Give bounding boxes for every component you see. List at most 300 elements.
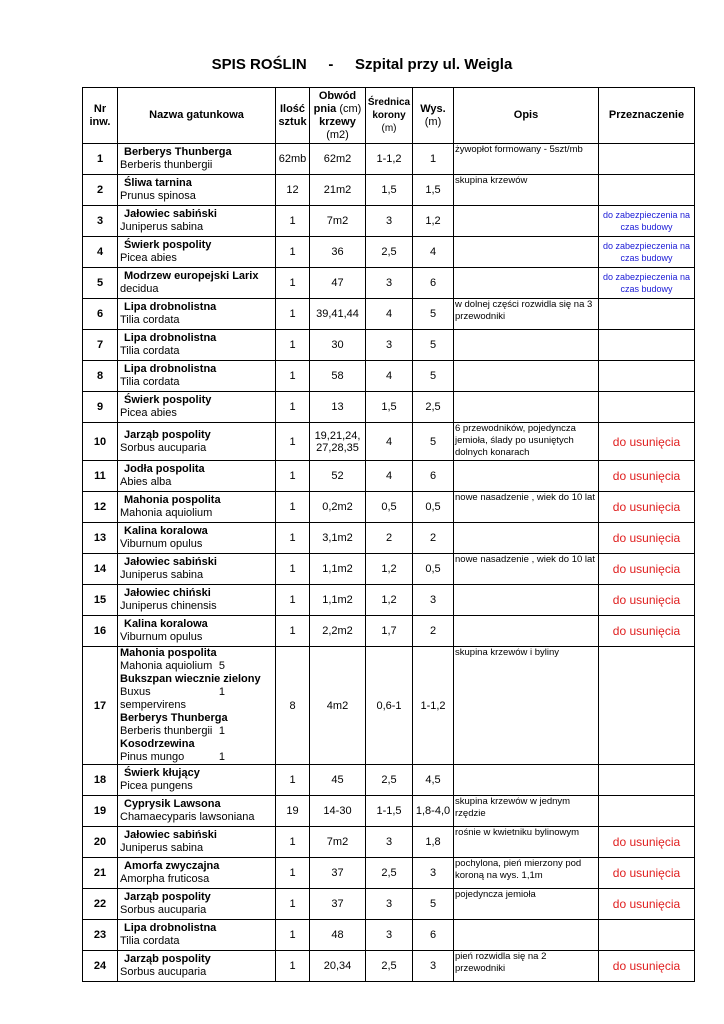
status-note: do usunięcia (612, 624, 681, 638)
table-row (83, 554, 695, 585)
cell-obwod: 19,21,24, 27,28,35 (310, 423, 366, 461)
cell-opis: pochylona, pień mierzony pod koroną na wys. 1,1m (454, 858, 599, 889)
cell-obwod: 37 (310, 858, 366, 889)
cell-opis: skupina krzewów (454, 175, 599, 206)
cell-srednica: 2,5 (366, 237, 413, 268)
cell-opis (454, 237, 599, 268)
cell-przeznaczenie (599, 330, 695, 361)
cell-srednica: 1,2 (366, 554, 413, 585)
table-row (83, 330, 695, 361)
cell-ilosc: 1 (276, 237, 310, 268)
cell-przeznaczenie (599, 492, 695, 523)
species-name-lat: Sorbus aucuparia (120, 966, 207, 978)
cell-obwod: 7m2 (310, 827, 366, 858)
species-name-lat: Juniperus sabina (120, 221, 204, 233)
header-ilosc: Ilość sztuk (276, 88, 310, 144)
mixed-qty-1: 5 (218, 660, 225, 672)
cell-srednica: 1,5 (366, 175, 413, 206)
cell-wys: 3 (413, 858, 454, 889)
cell-opis (454, 920, 599, 951)
cell-opis (454, 585, 599, 616)
cell-wys: 1 (413, 144, 454, 175)
cell-obwod: 3,1m2 (310, 523, 366, 554)
status-note: do usunięcia (612, 531, 681, 545)
cell-obwod: 1,1m2 (310, 554, 366, 585)
header-wys-a: Wys. (420, 102, 446, 115)
cell-srednica: 2,5 (366, 858, 413, 889)
table-row (83, 647, 695, 765)
species-name-lat: Juniperus sabina (120, 569, 204, 581)
species-name-pl: Jarząb pospolity (124, 953, 211, 965)
title-separator: - (328, 56, 334, 73)
cell-nazwa (118, 920, 276, 951)
species-name-pl: Jarząb pospolity (124, 891, 211, 903)
cell-obwod: 52 (310, 461, 366, 492)
species-name-pl: Jałowiec sabiński (124, 556, 217, 568)
cell-nr: 11 (83, 461, 118, 492)
cell-nr: 15 (83, 585, 118, 616)
species-name-lat: Abies alba (120, 476, 172, 488)
cell-srednica: 1-1,2 (366, 144, 413, 175)
title-main: SPIS ROŚLIN (211, 56, 307, 73)
cell-obwod: 45 (310, 765, 366, 796)
cell-opis: skupina krzewów i byliny (454, 647, 599, 765)
cell-opis (454, 268, 599, 299)
cell-ilosc: 1 (276, 554, 310, 585)
table-row (83, 237, 695, 268)
cell-wys: 5 (413, 423, 454, 461)
mixed-group (120, 647, 275, 764)
cell-przeznaczenie (599, 616, 695, 647)
plant-inventory-table (82, 87, 695, 982)
status-note: do usunięcia (612, 434, 681, 449)
cell-nazwa (118, 461, 276, 492)
mixed-lat-3: Berberis thunbergii (120, 725, 213, 737)
species-name-lat: Tilia cordata (120, 314, 180, 326)
cell-wys: 5 (413, 299, 454, 330)
cell-nazwa (118, 858, 276, 889)
cell-nr: 12 (83, 492, 118, 523)
cell-ilosc: 1 (276, 827, 310, 858)
mixed-lat-4: Pinus mungo (120, 751, 185, 763)
cell-ilosc: 1 (276, 492, 310, 523)
cell-srednica: 3 (366, 827, 413, 858)
cell-obwod: 20,34 (310, 951, 366, 982)
table-row (83, 951, 695, 982)
cell-obwod: 1,1m2 (310, 585, 366, 616)
species-name-lat: Sorbus aucuparia (120, 904, 207, 916)
status-note: do usunięcia (612, 866, 681, 880)
cell-nazwa (118, 175, 276, 206)
status-note: do usunięcia (612, 562, 681, 576)
mixed-pl-4: Kosodrzewina (120, 738, 195, 750)
species-name-lat: Tilia cordata (120, 376, 180, 388)
table-row (83, 585, 695, 616)
table-row (83, 523, 695, 554)
cell-nazwa (118, 585, 276, 616)
cell-przeznaczenie (599, 858, 695, 889)
cell-przeznaczenie (599, 268, 695, 299)
status-note: do usunięcia (612, 593, 681, 607)
cell-nr: 10 (83, 423, 118, 461)
cell-nazwa (118, 237, 276, 268)
table-row (83, 392, 695, 423)
table-row (83, 889, 695, 920)
cell-nr: 3 (83, 206, 118, 237)
cell-srednica: 1,7 (366, 616, 413, 647)
cell-ilosc: 19 (276, 796, 310, 827)
cell-wys: 5 (413, 330, 454, 361)
cell-opis: skupina krzewów w jednym rzędzie (454, 796, 599, 827)
header-srednica-b: (m) (381, 123, 397, 134)
status-note: do usunięcia (612, 897, 681, 911)
cell-srednica: 1,2 (366, 585, 413, 616)
cell-obwod: 21m2 (310, 175, 366, 206)
status-note: do zabezpieczenia na czas budowy (602, 210, 691, 232)
cell-wys: 2 (413, 616, 454, 647)
cell-przeznaczenie (599, 361, 695, 392)
status-note: do usunięcia (612, 835, 681, 849)
status-note: do zabezpieczenia na czas budowy (602, 241, 691, 263)
table-row (83, 920, 695, 951)
cell-wys: 2,5 (413, 392, 454, 423)
species-name-pl: Jodła pospolita (124, 463, 205, 475)
cell-wys: 5 (413, 889, 454, 920)
cell-obwod: 39,41,44 (310, 299, 366, 330)
cell-srednica: 3 (366, 889, 413, 920)
cell-przeznaczenie (599, 920, 695, 951)
species-name-pl: Amorfa zwyczajna (124, 860, 220, 872)
cell-obwod: 48 (310, 920, 366, 951)
header-obwod (310, 88, 366, 144)
species-name-lat: Picea abies (120, 407, 177, 419)
cell-opis: nowe nasadzenie , wiek do 10 lat (454, 554, 599, 585)
cell-nr: 5 (83, 268, 118, 299)
species-name-pl: Kalina koralowa (124, 618, 208, 630)
species-name-lat: Picea pungens (120, 780, 193, 792)
cell-przeznaczenie (599, 827, 695, 858)
cell-przeznaczenie (599, 423, 695, 461)
header-obwod-a: Obwód pnia (313, 89, 357, 115)
mixed-lat-1: Mahonia aquiolium (120, 660, 213, 672)
cell-wys: 4 (413, 237, 454, 268)
species-name-lat: decidua (120, 283, 159, 295)
cell-ilosc: 1 (276, 461, 310, 492)
table-row (83, 796, 695, 827)
cell-wys: 6 (413, 461, 454, 492)
cell-nazwa (118, 523, 276, 554)
species-name-pl: Kalina koralowa (124, 525, 208, 537)
species-name-pl: Berberys Thunberga (124, 146, 232, 158)
table-row (83, 492, 695, 523)
cell-przeznaczenie (599, 175, 695, 206)
cell-opis (454, 616, 599, 647)
cell-wys: 4,5 (413, 765, 454, 796)
mixed-qty-3: 1 (218, 725, 225, 737)
species-name-pl: Jałowiec sabiński (124, 829, 217, 841)
cell-ilosc: 1 (276, 523, 310, 554)
table-row (83, 827, 695, 858)
mixed-pl-3: Berberys Thunberga (120, 712, 228, 724)
species-name-lat: Chamaecyparis lawsoniana (120, 811, 255, 823)
table-row (83, 858, 695, 889)
cell-ilosc: 1 (276, 299, 310, 330)
header-nr: Nr inw. (83, 88, 118, 144)
cell-obwod: 13 (310, 392, 366, 423)
cell-przeznaczenie (599, 554, 695, 585)
cell-wys: 2 (413, 523, 454, 554)
cell-srednica: 3 (366, 920, 413, 951)
cell-nr: 4 (83, 237, 118, 268)
cell-srednica: 4 (366, 299, 413, 330)
header-obwod-c: krzewy (319, 115, 356, 128)
table-row (83, 268, 695, 299)
document-title (0, 56, 724, 73)
table-row (83, 616, 695, 647)
species-name-pl: Mahonia pospolita (124, 494, 221, 506)
cell-opis (454, 523, 599, 554)
cell-przeznaczenie (599, 796, 695, 827)
cell-nazwa (118, 554, 276, 585)
cell-opis: pień rozwidla się na 2 przewodniki (454, 951, 599, 982)
cell-nazwa-mixed (118, 647, 276, 765)
cell-obwod: 47 (310, 268, 366, 299)
cell-przeznaczenie (599, 392, 695, 423)
cell-wys: 1,8 (413, 827, 454, 858)
header-wys (413, 88, 454, 144)
cell-nazwa (118, 206, 276, 237)
cell-ilosc: 1 (276, 361, 310, 392)
cell-ilosc: 1 (276, 889, 310, 920)
cell-nazwa (118, 765, 276, 796)
cell-srednica: 0,5 (366, 492, 413, 523)
cell-przeznaczenie (599, 461, 695, 492)
cell-srednica: 2,5 (366, 765, 413, 796)
cell-wys: 0,5 (413, 554, 454, 585)
species-name-lat: Juniperus chinensis (120, 600, 217, 612)
cell-nazwa (118, 889, 276, 920)
cell-obwod: 30 (310, 330, 366, 361)
cell-nazwa (118, 392, 276, 423)
cell-przeznaczenie (599, 144, 695, 175)
species-name-lat: Prunus spinosa (120, 190, 196, 202)
species-name-lat: Mahonia aquiolium (120, 507, 213, 519)
cell-ilosc: 1 (276, 330, 310, 361)
cell-ilosc: 1 (276, 423, 310, 461)
table-row (83, 299, 695, 330)
species-name-lat: Juniperus sabina (120, 842, 204, 854)
species-name-pl: Jarząb pospolity (124, 428, 211, 441)
species-name-pl: Lipa drobnolistna (124, 332, 217, 344)
cell-wys: 1,5 (413, 175, 454, 206)
table-row (83, 765, 695, 796)
cell-nr: 13 (83, 523, 118, 554)
header-srednica (366, 88, 413, 144)
cell-wys: 0,5 (413, 492, 454, 523)
cell-przeznaczenie (599, 765, 695, 796)
cell-srednica: 1,5 (366, 392, 413, 423)
cell-przeznaczenie (599, 299, 695, 330)
cell-opis (454, 392, 599, 423)
cell-srednica: 4 (366, 361, 413, 392)
species-name-lat: Viburnum opulus (120, 538, 203, 550)
table-row (83, 423, 695, 461)
species-name-lat: Amorpha fruticosa (120, 873, 210, 885)
title-sub: Szpital przy ul. Weigla (355, 56, 513, 73)
cell-obwod: 0,2m2 (310, 492, 366, 523)
cell-nr: 19 (83, 796, 118, 827)
cell-ilosc: 62mb (276, 144, 310, 175)
mixed-qty-2: 1 (218, 686, 225, 698)
table-row (83, 361, 695, 392)
cell-nr: 20 (83, 827, 118, 858)
species-name-lat: Picea abies (120, 252, 177, 264)
cell-ilosc: 8 (276, 647, 310, 765)
species-name-lat: Tilia cordata (120, 935, 180, 947)
cell-wys: 3 (413, 585, 454, 616)
cell-obwod: 7m2 (310, 206, 366, 237)
cell-ilosc: 1 (276, 268, 310, 299)
cell-nr: 1 (83, 144, 118, 175)
cell-ilosc: 1 (276, 392, 310, 423)
table-row (83, 175, 695, 206)
species-name-lat: Sorbus aucuparia (120, 441, 207, 454)
cell-nr: 9 (83, 392, 118, 423)
cell-opis (454, 461, 599, 492)
cell-przeznaczenie (599, 206, 695, 237)
cell-nazwa (118, 492, 276, 523)
cell-nr: 24 (83, 951, 118, 982)
cell-srednica: 2 (366, 523, 413, 554)
cell-nazwa (118, 268, 276, 299)
cell-wys: 6 (413, 920, 454, 951)
cell-wys: 1-1,2 (413, 647, 454, 765)
cell-ilosc: 1 (276, 616, 310, 647)
cell-nr: 8 (83, 361, 118, 392)
cell-nr: 6 (83, 299, 118, 330)
cell-srednica: 0,6-1 (366, 647, 413, 765)
header-wys-b: (m) (424, 115, 442, 128)
cell-ilosc: 12 (276, 175, 310, 206)
cell-przeznaczenie (599, 237, 695, 268)
status-note: do usunięcia (612, 469, 681, 483)
header-srednica-a: Średnica korony (367, 97, 411, 121)
species-name-lat: Berberis thunbergii (120, 159, 213, 171)
cell-opis: rośnie w kwietniku bylinowym (454, 827, 599, 858)
species-name-pl: Modrzew europejski Larix (124, 270, 259, 282)
cell-nazwa (118, 951, 276, 982)
cell-nr: 18 (83, 765, 118, 796)
cell-wys: 1,2 (413, 206, 454, 237)
cell-nr: 2 (83, 175, 118, 206)
cell-obwod: 37 (310, 889, 366, 920)
cell-opis (454, 330, 599, 361)
cell-srednica: 3 (366, 268, 413, 299)
table-row (83, 206, 695, 237)
cell-wys: 5 (413, 361, 454, 392)
species-name-pl: Lipa drobnolistna (124, 922, 217, 934)
cell-nazwa (118, 423, 276, 461)
cell-ilosc: 1 (276, 951, 310, 982)
species-name-pl: Cyprysik Lawsona (124, 798, 221, 810)
cell-nr: 22 (83, 889, 118, 920)
cell-opis (454, 361, 599, 392)
cell-opis (454, 765, 599, 796)
cell-opis: żywopłot formowany - 5szt/mb (454, 144, 599, 175)
cell-opis: nowe nasadzenie , wiek do 10 lat (454, 492, 599, 523)
cell-nazwa (118, 144, 276, 175)
cell-nazwa (118, 827, 276, 858)
cell-przeznaczenie (599, 585, 695, 616)
status-note: do usunięcia (612, 500, 681, 514)
status-note: do usunięcia (612, 959, 681, 973)
cell-obwod: 36 (310, 237, 366, 268)
cell-obwod: 58 (310, 361, 366, 392)
cell-srednica: 3 (366, 206, 413, 237)
cell-srednica: 3 (366, 330, 413, 361)
cell-ilosc: 1 (276, 585, 310, 616)
cell-srednica: 4 (366, 423, 413, 461)
cell-nazwa (118, 361, 276, 392)
status-note: do zabezpieczenia na czas budowy (602, 272, 691, 294)
cell-obwod: 62m2 (310, 144, 366, 175)
cell-przeznaczenie (599, 647, 695, 765)
cell-srednica: 2,5 (366, 951, 413, 982)
cell-nazwa (118, 330, 276, 361)
species-name-pl: Jałowiec sabiński (124, 208, 217, 220)
cell-srednica: 4 (366, 461, 413, 492)
header-obwod-d: (m2) (326, 128, 349, 141)
cell-nazwa (118, 299, 276, 330)
cell-nr: 23 (83, 920, 118, 951)
species-name-pl: Jałowiec chiński (124, 587, 211, 599)
header-row (83, 88, 695, 144)
cell-nr: 17 (83, 647, 118, 765)
species-name-pl: Śliwa tarnina (124, 177, 192, 189)
header-opis: Opis (454, 88, 599, 144)
cell-przeznaczenie (599, 889, 695, 920)
species-name-pl: Świerk pospolity (124, 239, 212, 251)
cell-opis: w dolnej części rozwidla się na 3 przewodniki (454, 299, 599, 330)
species-name-pl: Lipa drobnolistna (124, 301, 217, 313)
cell-nr: 7 (83, 330, 118, 361)
cell-ilosc: 1 (276, 858, 310, 889)
cell-nazwa (118, 796, 276, 827)
cell-opis: pojedyncza jemioła (454, 889, 599, 920)
table-row (83, 144, 695, 175)
mixed-qty-4: 1 (218, 751, 225, 763)
cell-opis (454, 206, 599, 237)
species-name-lat: Viburnum opulus (120, 631, 203, 643)
cell-ilosc: 1 (276, 206, 310, 237)
cell-wys: 1,8-4,0 (413, 796, 454, 827)
cell-obwod: 14-30 (310, 796, 366, 827)
header-przeznaczenie: Przeznaczenie (599, 88, 695, 144)
cell-nr: 14 (83, 554, 118, 585)
cell-przeznaczenie (599, 523, 695, 554)
cell-nr: 16 (83, 616, 118, 647)
species-name-pl: Świerk kłujący (124, 767, 200, 779)
header-nazwa: Nazwa gatunkowa (118, 88, 276, 144)
species-name-pl: Świerk pospolity (124, 394, 212, 406)
cell-opis: 6 przewodników, pojedyncza jemioła, ślady po usuniętych dolnych konarach (454, 423, 599, 461)
cell-obwod: 2,2m2 (310, 616, 366, 647)
cell-ilosc: 1 (276, 920, 310, 951)
mixed-pl-1: Mahonia pospolita (120, 647, 217, 659)
header-obwod-b: (cm) (339, 102, 362, 115)
species-name-pl: Lipa drobnolistna (124, 363, 217, 375)
cell-nazwa (118, 616, 276, 647)
